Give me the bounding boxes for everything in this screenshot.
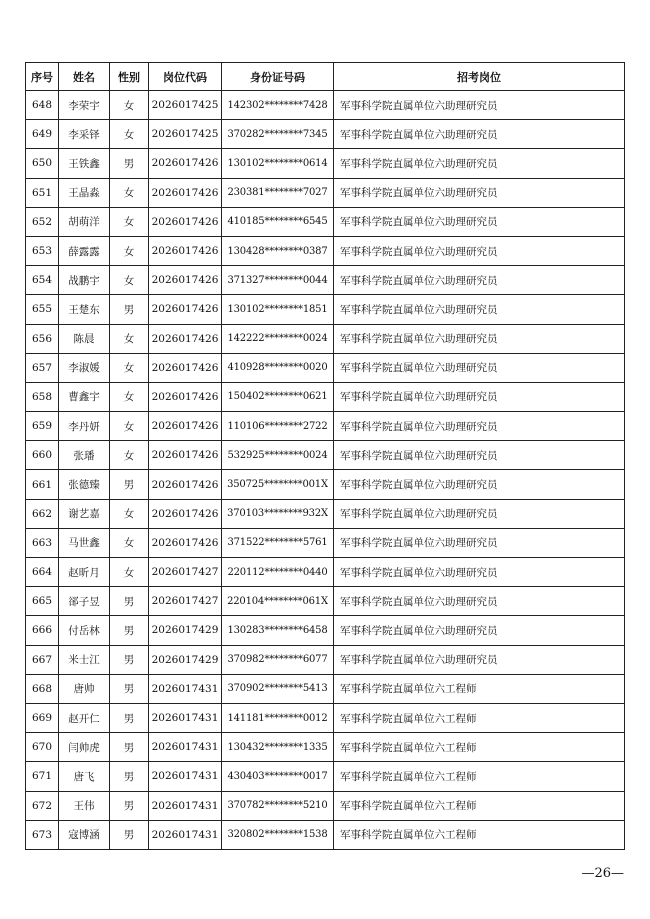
cell-name: 米士江 — [59, 645, 110, 674]
cell-post-code: 2026017426 — [149, 382, 222, 411]
cell-id-number: 320802********1538 — [222, 820, 334, 849]
cell-name: 陈晨 — [59, 324, 110, 353]
cell-post: 军事科学院直属单位六助理研究员 — [334, 120, 625, 149]
cell-gender: 女 — [110, 207, 149, 236]
cell-name: 王伟 — [59, 791, 110, 820]
cell-gender: 男 — [110, 762, 149, 791]
header-post-code: 岗位代码 — [149, 63, 222, 91]
cell-gender: 女 — [110, 441, 149, 470]
cell-post-code: 2026017431 — [149, 674, 222, 703]
cell-id-number: 410928********0020 — [222, 353, 334, 382]
cell-index: 667 — [26, 645, 59, 674]
cell-index: 663 — [26, 528, 59, 557]
header-id-number: 身份证号码 — [222, 63, 334, 91]
cell-gender: 男 — [110, 645, 149, 674]
cell-gender: 男 — [110, 470, 149, 499]
cell-id-number: 142222********0024 — [222, 324, 334, 353]
cell-id-number: 130283********6458 — [222, 616, 334, 645]
cell-post-code: 2026017431 — [149, 791, 222, 820]
table-row — [26, 762, 625, 791]
table-row — [26, 733, 625, 762]
cell-post: 军事科学院直属单位六助理研究员 — [334, 149, 625, 178]
cell-gender: 女 — [110, 266, 149, 295]
cell-index: 652 — [26, 207, 59, 236]
cell-gender: 女 — [110, 120, 149, 149]
cell-id-number: 142302********7428 — [222, 91, 334, 120]
table-body — [26, 91, 625, 850]
cell-gender: 男 — [110, 674, 149, 703]
cell-post-code: 2026017426 — [149, 207, 222, 236]
cell-index: 651 — [26, 178, 59, 207]
cell-name: 李淑媛 — [59, 353, 110, 382]
cell-post-code: 2026017431 — [149, 762, 222, 791]
cell-gender: 女 — [110, 528, 149, 557]
cell-index: 672 — [26, 791, 59, 820]
table-row — [26, 207, 625, 236]
cell-gender: 男 — [110, 149, 149, 178]
cell-index: 653 — [26, 236, 59, 265]
cell-index: 649 — [26, 120, 59, 149]
cell-post-code: 2026017425 — [149, 120, 222, 149]
table-row — [26, 295, 625, 324]
cell-name: 薛露露 — [59, 236, 110, 265]
cell-index: 665 — [26, 587, 59, 616]
table-row — [26, 587, 625, 616]
cell-gender: 男 — [110, 703, 149, 732]
cell-index: 668 — [26, 674, 59, 703]
cell-post: 军事科学院直属单位六助理研究员 — [334, 324, 625, 353]
table-row — [26, 91, 625, 120]
cell-post-code: 2026017426 — [149, 324, 222, 353]
cell-post-code: 2026017426 — [149, 236, 222, 265]
header-gender: 性别 — [110, 63, 149, 91]
cell-name: 谢艺嘉 — [59, 499, 110, 528]
cell-gender: 女 — [110, 178, 149, 207]
cell-post: 军事科学院直属单位六助理研究员 — [334, 295, 625, 324]
cell-gender: 男 — [110, 616, 149, 645]
table-header-row — [26, 63, 625, 91]
roster-table — [25, 62, 625, 850]
cell-post-code: 2026017427 — [149, 558, 222, 587]
cell-gender: 男 — [110, 295, 149, 324]
cell-id-number: 130102********0614 — [222, 149, 334, 178]
cell-post-code: 2026017426 — [149, 266, 222, 295]
cell-post: 军事科学院直属单位六助理研究员 — [334, 470, 625, 499]
cell-post: 军事科学院直属单位六工程师 — [334, 762, 625, 791]
table-row — [26, 178, 625, 207]
cell-post: 军事科学院直属单位六助理研究员 — [334, 441, 625, 470]
cell-post-code: 2026017426 — [149, 149, 222, 178]
cell-gender: 女 — [110, 236, 149, 265]
cell-id-number: 370782********5210 — [222, 791, 334, 820]
cell-post-code: 2026017426 — [149, 441, 222, 470]
cell-gender: 男 — [110, 820, 149, 849]
cell-post: 军事科学院直属单位六工程师 — [334, 733, 625, 762]
cell-id-number: 110106********2722 — [222, 412, 334, 441]
cell-index: 662 — [26, 499, 59, 528]
cell-id-number: 370982********6077 — [222, 645, 334, 674]
header-post: 招考岗位 — [334, 63, 625, 91]
cell-post-code: 2026017431 — [149, 733, 222, 762]
cell-name: 马世鑫 — [59, 528, 110, 557]
cell-id-number: 220104********061X — [222, 587, 334, 616]
cell-name: 付岳林 — [59, 616, 110, 645]
cell-id-number: 130432********1335 — [222, 733, 334, 762]
table-row — [26, 324, 625, 353]
cell-id-number: 532925********0024 — [222, 441, 334, 470]
cell-id-number: 220112********0440 — [222, 558, 334, 587]
table-row — [26, 616, 625, 645]
table-row — [26, 441, 625, 470]
table-row — [26, 703, 625, 732]
cell-name: 王楚东 — [59, 295, 110, 324]
table-row — [26, 791, 625, 820]
cell-index: 661 — [26, 470, 59, 499]
cell-post: 军事科学院直属单位六工程师 — [334, 791, 625, 820]
table-row — [26, 820, 625, 849]
table-row — [26, 528, 625, 557]
cell-name: 张璠 — [59, 441, 110, 470]
cell-index: 648 — [26, 91, 59, 120]
cell-name: 李丹妍 — [59, 412, 110, 441]
cell-gender: 男 — [110, 587, 149, 616]
cell-gender: 女 — [110, 499, 149, 528]
page-number: —26— — [581, 866, 624, 881]
table-row — [26, 266, 625, 295]
table-row — [26, 470, 625, 499]
cell-name: 赵开仁 — [59, 703, 110, 732]
cell-name: 王铁鑫 — [59, 149, 110, 178]
cell-gender: 女 — [110, 353, 149, 382]
cell-index: 650 — [26, 149, 59, 178]
cell-gender: 女 — [110, 558, 149, 587]
cell-id-number: 130102********1851 — [222, 295, 334, 324]
cell-post-code: 2026017429 — [149, 616, 222, 645]
cell-gender: 女 — [110, 324, 149, 353]
header-index: 序号 — [26, 63, 59, 91]
cell-post: 军事科学院直属单位六助理研究员 — [334, 645, 625, 674]
cell-post: 军事科学院直属单位六助理研究员 — [334, 236, 625, 265]
cell-post: 军事科学院直属单位六助理研究员 — [334, 207, 625, 236]
table-row — [26, 645, 625, 674]
cell-index: 658 — [26, 382, 59, 411]
cell-name: 张德臻 — [59, 470, 110, 499]
cell-name: 李采铎 — [59, 120, 110, 149]
cell-post: 军事科学院直属单位六工程师 — [334, 703, 625, 732]
cell-index: 655 — [26, 295, 59, 324]
cell-index: 654 — [26, 266, 59, 295]
table-row — [26, 412, 625, 441]
cell-name: 李荣宇 — [59, 91, 110, 120]
cell-post-code: 2026017429 — [149, 645, 222, 674]
cell-post: 军事科学院直属单位六助理研究员 — [334, 616, 625, 645]
cell-index: 656 — [26, 324, 59, 353]
cell-id-number: 370902********5413 — [222, 674, 334, 703]
cell-post: 军事科学院直属单位六助理研究员 — [334, 558, 625, 587]
cell-index: 671 — [26, 762, 59, 791]
cell-id-number: 430403********0017 — [222, 762, 334, 791]
cell-gender: 女 — [110, 91, 149, 120]
cell-name: 战鹏宇 — [59, 266, 110, 295]
table-row — [26, 382, 625, 411]
cell-post: 军事科学院直属单位六工程师 — [334, 674, 625, 703]
cell-gender: 女 — [110, 382, 149, 411]
table-row — [26, 558, 625, 587]
table-row — [26, 499, 625, 528]
cell-id-number: 150402********0621 — [222, 382, 334, 411]
cell-post-code: 2026017426 — [149, 178, 222, 207]
cell-post-code: 2026017426 — [149, 499, 222, 528]
cell-index: 666 — [26, 616, 59, 645]
cell-post: 军事科学院直属单位六工程师 — [334, 820, 625, 849]
cell-name: 郤子昱 — [59, 587, 110, 616]
cell-post-code: 2026017426 — [149, 412, 222, 441]
cell-index: 673 — [26, 820, 59, 849]
cell-gender: 男 — [110, 791, 149, 820]
cell-post: 军事科学院直属单位六助理研究员 — [334, 178, 625, 207]
cell-id-number: 410185********6545 — [222, 207, 334, 236]
table-row — [26, 236, 625, 265]
cell-index: 659 — [26, 412, 59, 441]
cell-post: 军事科学院直属单位六助理研究员 — [334, 587, 625, 616]
cell-post: 军事科学院直属单位六助理研究员 — [334, 266, 625, 295]
cell-name: 唐飞 — [59, 762, 110, 791]
cell-post: 军事科学院直属单位六助理研究员 — [334, 91, 625, 120]
cell-post-code: 2026017426 — [149, 353, 222, 382]
cell-post: 军事科学院直属单位六助理研究员 — [334, 528, 625, 557]
cell-id-number: 371522********5761 — [222, 528, 334, 557]
cell-post-code: 2026017431 — [149, 703, 222, 732]
cell-name: 王晶淼 — [59, 178, 110, 207]
cell-id-number: 230381********7027 — [222, 178, 334, 207]
table-row — [26, 674, 625, 703]
cell-gender: 女 — [110, 412, 149, 441]
cell-post-code: 2026017426 — [149, 470, 222, 499]
cell-id-number: 370103********932X — [222, 499, 334, 528]
cell-post-code: 2026017426 — [149, 295, 222, 324]
cell-id-number: 130428********0387 — [222, 236, 334, 265]
cell-name: 曹鑫宇 — [59, 382, 110, 411]
header-name: 姓名 — [59, 63, 110, 91]
cell-name: 寇博涵 — [59, 820, 110, 849]
cell-id-number: 370282********7345 — [222, 120, 334, 149]
cell-post: 军事科学院直属单位六助理研究员 — [334, 353, 625, 382]
cell-id-number: 350725********001X — [222, 470, 334, 499]
cell-post: 军事科学院直属单位六助理研究员 — [334, 412, 625, 441]
cell-name: 闫帅虎 — [59, 733, 110, 762]
cell-index: 657 — [26, 353, 59, 382]
cell-name: 赵昕月 — [59, 558, 110, 587]
cell-gender: 男 — [110, 733, 149, 762]
table-row — [26, 353, 625, 382]
table-row — [26, 149, 625, 178]
cell-post-code: 2026017427 — [149, 587, 222, 616]
cell-index: 669 — [26, 703, 59, 732]
cell-index: 664 — [26, 558, 59, 587]
cell-id-number: 371327********0044 — [222, 266, 334, 295]
cell-post: 军事科学院直属单位六助理研究员 — [334, 382, 625, 411]
cell-name: 胡萌洋 — [59, 207, 110, 236]
cell-index: 670 — [26, 733, 59, 762]
cell-post: 军事科学院直属单位六助理研究员 — [334, 499, 625, 528]
cell-name: 唐帅 — [59, 674, 110, 703]
cell-post-code: 2026017426 — [149, 528, 222, 557]
cell-post-code: 2026017425 — [149, 91, 222, 120]
cell-post-code: 2026017431 — [149, 820, 222, 849]
cell-id-number: 141181********0012 — [222, 703, 334, 732]
table-row — [26, 120, 625, 149]
cell-index: 660 — [26, 441, 59, 470]
